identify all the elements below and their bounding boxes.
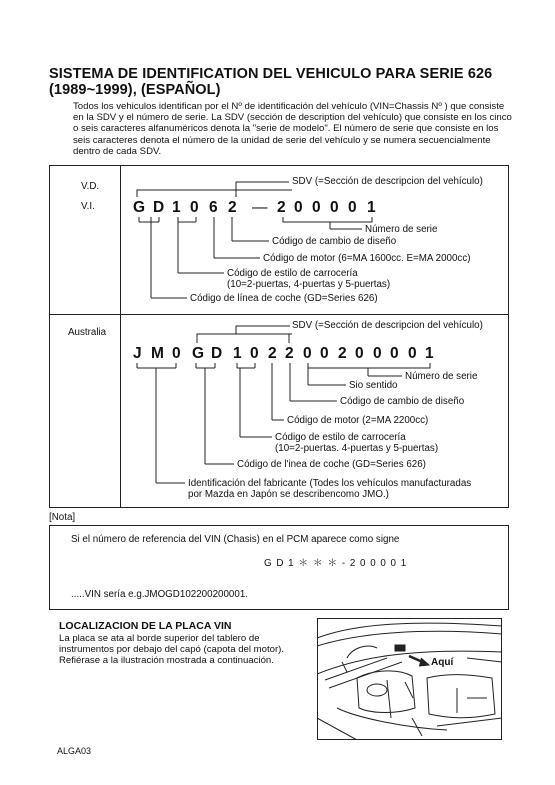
vin-char: 1: [172, 199, 181, 216]
vin-char: G: [192, 345, 205, 362]
vin-char: 0: [190, 199, 199, 216]
row1-serie-label: Número de serie: [365, 224, 438, 235]
row2-carroceria-label-2: (10=2-puertas. 4-puertas y 5-puertas): [275, 443, 439, 454]
vin-char: 0: [408, 345, 417, 362]
row1-label-vd: V.D.: [81, 181, 100, 192]
vin-char: 0: [312, 199, 321, 216]
placa-text: La placa se ata al borde superior del tablero de instrumentos por debajo del capó (capota del motor). Refiérase a la ilustración mostrada a continuación.: [59, 633, 285, 666]
title-line-1: SISTEMA DE IDENTIFICATION DEL VEHICULO PARA SERIE 626: [49, 66, 493, 82]
title-line-2: (1989~1999), (ESPAÑOL): [49, 82, 221, 98]
row1-cambio-label: Código de cambio de diseño: [272, 236, 397, 247]
vin-char: —: [252, 199, 268, 216]
footer-code: ALGA03: [57, 746, 92, 756]
row1-linea-label: Código de línea de coche (GD=Series 626): [190, 293, 378, 304]
row1-motor-label: Código de motor (6=MA 1600cc. E=MA 2000cc): [263, 253, 471, 264]
row2-label-australia: Australia: [68, 327, 107, 338]
nota-line-1: Si el número de referencia del VIN (Chasis) en el PCM aparece como signe: [71, 534, 400, 545]
row2-carroceria-label-1: Código de estilo de carrocería: [275, 432, 406, 443]
vin-char: 1: [367, 199, 376, 216]
row2-fabricante-label-2: por Mazda en Japón se describencomo JMO.): [188, 489, 389, 500]
nota-code: G D 1 ＊ ＊ ＊ - 2 0 0 0 0 1: [264, 558, 408, 569]
engine-bay-drawing: [317, 618, 502, 740]
vin-plate-illustration: [317, 618, 502, 740]
row2-cambio-label: Código de cambio de diseño: [340, 396, 465, 407]
vin-char: 6: [209, 199, 218, 216]
vin-char: 1: [233, 345, 242, 362]
vin-char: 1: [425, 345, 434, 362]
nota-heading: [Nota]: [49, 512, 76, 523]
placa-heading: LOCALIZACION DE LA PLACA VIN: [59, 620, 232, 632]
vin-char: 2: [285, 345, 294, 362]
row2-linea-label: Código de l'inea de coche (GD=Series 626): [237, 459, 426, 470]
row1-label-vi: V.I.: [81, 201, 95, 212]
vin-char: 2: [268, 345, 277, 362]
row2-serie-label: Número de serie: [405, 371, 478, 382]
row2-sentido-label: Sio sentido: [349, 380, 398, 391]
vin-char: M: [151, 345, 164, 362]
vin-char: 0: [355, 345, 364, 362]
vin-char: J: [133, 345, 142, 362]
vin-char: 0: [348, 199, 357, 216]
vin-char: 0: [320, 345, 329, 362]
vin-char: 0: [250, 345, 259, 362]
intro-paragraph: Todos los vehiculos identifican por el Nº de identificación del vehículo (VIN=Chassis Nº ) que consiste en la SDV y el número de serie. La SDV (sección de description del vehículo) que consiste en los cinco o seis caracteres alfanuméricos denota la "serie de modelo". El número de serie que consiste en los seis caracteres denota el número de la unidad de serie del vehículo y se numera secuencialmente dentro de cada SDV.: [73, 101, 512, 157]
row2-sdv-label: SDV (=Sección de descripcion del vehículo): [292, 320, 483, 331]
vin-char: 0: [303, 345, 312, 362]
vin-char: 0: [390, 345, 399, 362]
vin-char: 0: [330, 199, 339, 216]
vin-char: D: [211, 345, 223, 362]
vin-char: D: [153, 199, 165, 216]
row1-carroceria-label-1: Código de estilo de carrocería: [227, 268, 358, 279]
vin-char: 0: [373, 345, 382, 362]
row2-motor-label: Código de motor (2=MA 2200cc): [287, 415, 429, 426]
vin-char: G: [133, 199, 146, 216]
row1-carroceria-label-2: (10=2-puertas, 4-puertas y 5-puertas): [227, 279, 391, 290]
vin-char: 0: [294, 199, 303, 216]
vin-plate-callout: Aquí: [431, 657, 454, 668]
vin-char: 2: [277, 199, 286, 216]
vin-char: 2: [338, 345, 347, 362]
row1-sdv-label: SDV (=Sección de descripcion del vehículo): [292, 176, 483, 187]
vin-char: 2: [228, 199, 237, 216]
row2-fabricante-label-1: Identificación del fabricante (Todes los vehículos manufacturadas: [188, 478, 472, 489]
nota-line-2: .....VIN sería e.g.JMOGD102200200001.: [71, 589, 248, 600]
vin-char: 0: [172, 345, 181, 362]
